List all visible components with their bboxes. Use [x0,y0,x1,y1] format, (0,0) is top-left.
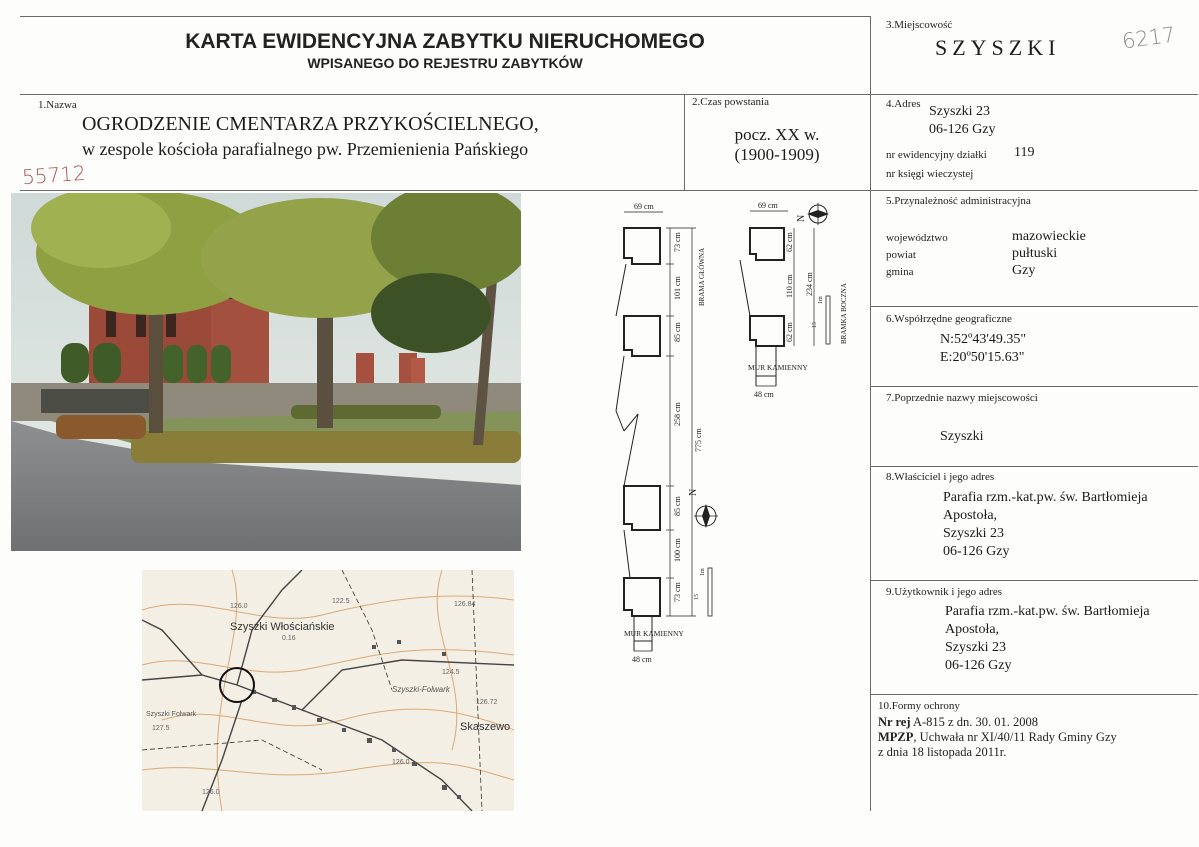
side-total: 234 cm [805,272,814,296]
map-height-5: 126.72 [476,699,498,706]
gmina-key: gmina [886,266,914,278]
przynaleznosc-label: 5.Przynależność administracyjna [886,195,1031,207]
czas-line1: pocz. XX w. [734,125,820,144]
fence-drawing [600,196,860,676]
main-height-15: 15 [694,594,700,600]
map-label-szyszki-wloscianskie: Szyszki Włościańskie [230,621,335,633]
powiat-value: pułtuski [1012,246,1058,261]
wlasciciel-line2: Apostoła, [943,508,998,523]
wspolrzedne-e: E:20º50'15.63" [940,350,1025,365]
map-label-folwark: Szyszki-Folwark [392,685,450,694]
main-pillar3: 85 cm [673,496,682,516]
main-top-width: 69 cm [634,202,654,211]
handwritten-number-left: 55712 [21,160,87,190]
uzytkownik-label: 9.Użytkownik i jego adres [886,586,1003,598]
map-label-folwark-2: Szyszki Folwark [146,711,197,718]
nazwa-line2: w zespole kościoła parafialnego pw. Przemienienia Pańskiego [82,139,529,159]
main-pillar2: 85 cm [673,322,682,342]
side-pillar2: 62 cm [785,322,794,342]
map-height-4: 0.16 [282,635,296,642]
uzytkownik-line4: 06-126 Gzy [945,658,1012,673]
wspolrzedne-n: N:52º43'49.35" [940,332,1027,347]
adres-line1: Szyszki 23 [929,104,991,119]
wspolrzedne-label: 6.Współrzędne geograficzne [886,313,1012,325]
dzialka-value: 119 [1014,145,1035,160]
main-span3: 100 cm [673,538,682,562]
map-height-6: 126.0 [392,759,410,766]
ochrona-label: 10.Formy ochrony [878,700,960,712]
map-label-skaszewo: Skaszewo [460,721,511,733]
powiat-key: powiat [886,249,916,261]
north-main: N [688,488,699,496]
main-pillar1: 73 cm [673,232,682,252]
side-pillar1: 62 cm [785,232,794,252]
poprzednie-value: Szyszki [940,429,984,444]
dzialka-label: nr ewidencyjny działki [886,149,987,161]
wojewodztwo-key: województwo [886,232,948,244]
church-photo [11,193,521,551]
side-bottom-width: 48 cm [754,390,774,399]
main-gate-label: BRAMA GŁÓWNA [698,247,706,306]
wlasciciel-line1: Parafia rzm.-kat.pw. św. Bartłomieja [943,490,1148,505]
map-height-3: 126.84 [454,601,476,608]
main-height-1m: 1m [700,568,706,576]
map-height-1: 126.0 [230,603,248,610]
main-pillar4: 73 cm [673,582,682,602]
page-subtitle: WPISANEGO DO REJESTRU ZABYTKÓW [307,55,583,71]
map-height-9: 124.5 [442,669,460,676]
czas-line2: (1900-1909) [734,145,820,164]
ochrona-line1: Nr rej A-815 z dn. 30. 01. 2008 [878,715,1038,729]
nazwa-label: 1.Nazwa [38,99,77,111]
side-height-1m: 1m [818,296,824,304]
miejscowosc-label: 3.Miejscowość [886,19,953,31]
nazwa-line1: OGRODZENIE CMENTARZA PRZYKOŚCIELNEGO, [82,113,539,135]
side-span: 110 cm [785,274,794,298]
side-wall-label: MUR KAMIENNY [748,363,808,372]
ochrona-line2: MPZP, Uchwała nr XI/40/11 Rady Gminy Gzy [878,730,1117,744]
main-wall-label: MUR KAMIENNY [624,629,684,638]
side-gate-label: BRAMKA BOCZNA [840,283,848,344]
wlasciciel-line4: 06-126 Gzy [943,544,1010,559]
main-span1: 101 cm [673,276,682,300]
map-height-8: 127.5 [152,725,170,732]
gmina-value: Gzy [1012,263,1036,278]
uzytkownik-line2: Apostoła, [945,622,1000,637]
ksiega-label: nr księgi wieczystej [886,168,974,180]
north-side: N [796,214,807,222]
miejscowosc-value: SZYSZKI [935,35,1061,60]
map-height-2: 122.5 [332,598,350,605]
location-map [142,570,514,811]
wlasciciel-label: 8.Właściciel i jego adres [886,471,995,483]
main-total: 775 cm [694,428,703,452]
page-title: KARTA EWIDENCYJNA ZABYTKU NIERUCHOMEGO [185,30,705,53]
handwritten-number-top: 6217 [1120,22,1177,54]
adres-label: 4.Adres [886,98,921,110]
main-bottom-width: 48 cm [632,655,652,664]
ochrona-line3: z dnia 18 listopada 2011r. [878,745,1007,759]
side-top-width: 69 cm [758,201,778,210]
wojewodztwo-value: mazowieckie [1012,229,1086,244]
wlasciciel-line3: Szyszki 23 [943,526,1005,541]
poprzednie-label: 7.Poprzednie nazwy miejscowości [886,392,1038,404]
uzytkownik-line1: Parafia rzm.-kat.pw. św. Bartłomieja [945,604,1150,619]
map-height-7: 126.0 [202,789,220,796]
main-span-gate: 258 cm [673,402,682,426]
czas-label: 2.Czas powstania [692,96,769,108]
side-height-15: 15 [812,322,818,328]
uzytkownik-line3: Szyszki 23 [945,640,1007,655]
adres-line2: 06-126 Gzy [929,122,996,137]
